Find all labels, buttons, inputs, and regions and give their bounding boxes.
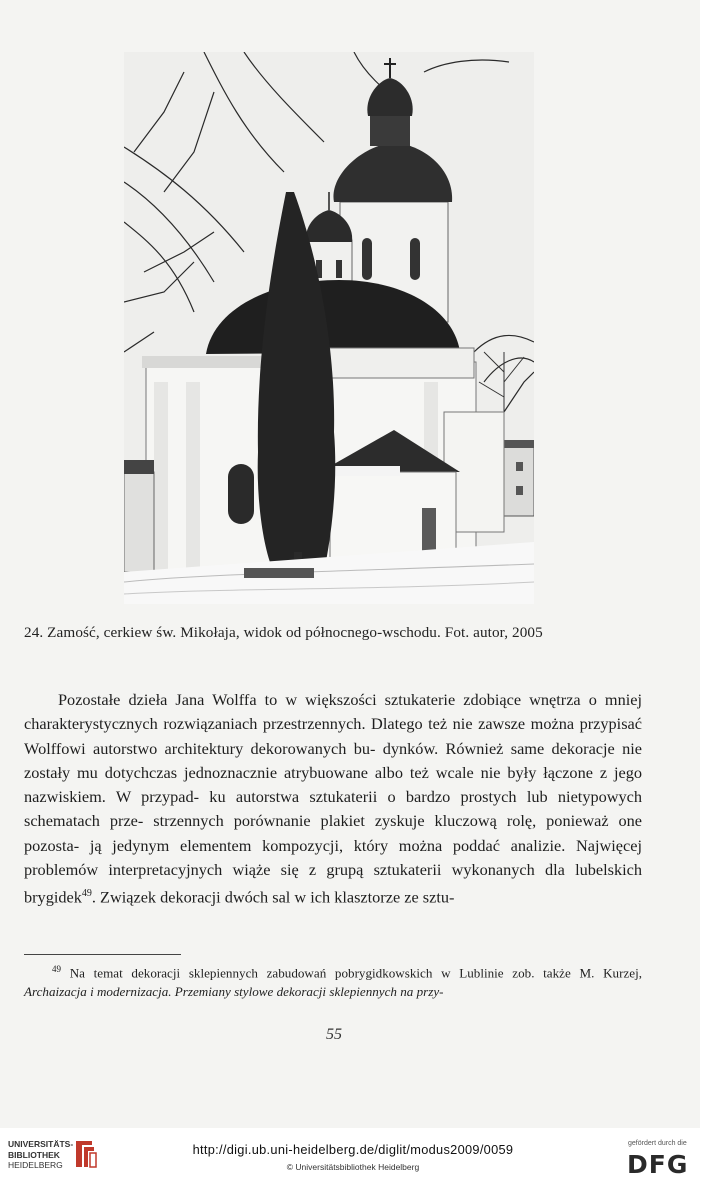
paragraph xyxy=(24,688,642,910)
text-line: lubelskich brygidek xyxy=(24,860,642,907)
text-line: strzennych porównanie plakiet zyskuje kluczową rolę, ponieważ one pozosta- xyxy=(24,811,642,855)
text-line: zawsze można przypisać Wolffowi autorstwo architektury dekorowanych bu- xyxy=(24,714,642,758)
footnote-number: 49 xyxy=(52,964,61,974)
text-line: atrybuowane albo też wcale nie były łączone z jego nazwiskiem. W przypad- xyxy=(24,762,642,807)
viewer-footer xyxy=(0,1128,706,1181)
dfg-logo: DFG xyxy=(627,1150,689,1179)
body-paragraph xyxy=(24,688,642,910)
figure-caption: 24. Zamość, cerkiew św. Mikołaja, widok od północnego-wschodu. Fot. autor, 2005 xyxy=(24,624,543,641)
copyright-text: © Universitätsbibliothek Heidelberg xyxy=(286,1162,420,1172)
document-url-link[interactable]: http://digi.ub.uni-heidelberg.de/diglit/modus2009/0059 xyxy=(192,1142,514,1157)
funding-label: gefördert durch die xyxy=(628,1140,687,1147)
text-line: . Związek dekoracji dwóch sal w ich klasztorze ze sztu- xyxy=(91,887,455,907)
page-number: 55 xyxy=(326,1026,342,1043)
text-line: dynków. Również same dekoracje nie zostały mu dotychczas jednoznacznie xyxy=(24,738,642,782)
footnote xyxy=(24,960,642,1001)
library-line: BIBLIOTHEK xyxy=(8,1149,60,1160)
footnote-text: Na temat dekoracji sklepiennych zabudowań pobrygidkowskich w Lublinie zob. także M. Kurzej, xyxy=(61,965,642,981)
footnote-title: Archaizacja i modernizacja. Przemiany stylowe dekoracji sklepiennych na przy- xyxy=(24,984,444,1000)
church-photo xyxy=(124,52,534,604)
footnote-reference[interactable]: 49 xyxy=(81,888,92,900)
text-line: Pozostałe dzieła Jana Wolffa to w większości sztukaterie zdobiące wnętrza xyxy=(58,690,589,709)
page-edge xyxy=(700,0,706,1128)
text-line: o mniej charakterystycznych rozwiązaniach przestrzennych. Dlatego też nie xyxy=(24,690,642,734)
library-line: UNIVERSITÄTS- xyxy=(8,1139,74,1149)
text-line: problemów interpretacyjnych wiąże się z grupą sztukaterii wykonanych dla xyxy=(24,860,576,880)
library-line: HEIDELBERG xyxy=(8,1160,63,1170)
text-line: ją jedynym elementem kompozycji, który można poddać analizie. Najwięcej xyxy=(89,835,642,855)
footnote-divider xyxy=(24,954,181,955)
text-line: ku autorstwa sztukaterii o bardzo prostych lub nietypowych schematach prze- xyxy=(24,787,643,831)
